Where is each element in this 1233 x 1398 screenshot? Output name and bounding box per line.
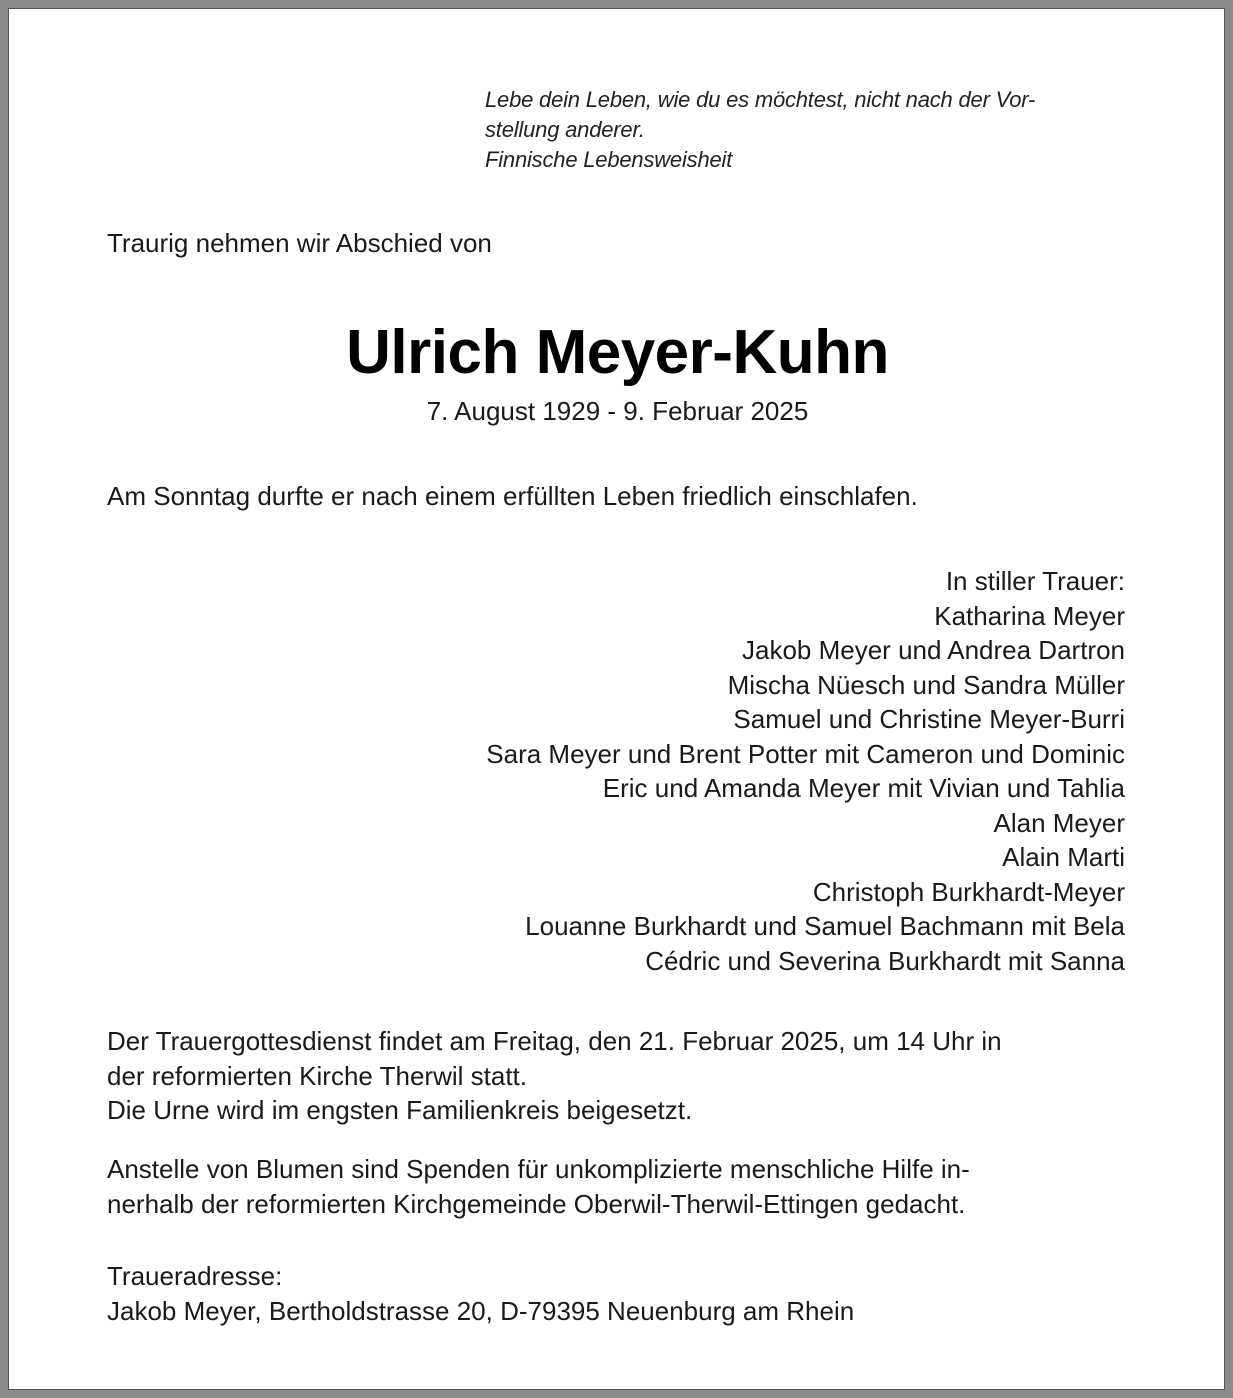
motto-attribution: Finnische Lebensweisheit xyxy=(485,147,733,172)
address-label: Traueradresse: xyxy=(107,1261,283,1291)
mourner-name: Mischa Nüesch und Sandra Müller xyxy=(727,669,1125,700)
mourner-name: Alain Marti xyxy=(1002,842,1125,872)
mourning-address xyxy=(107,1259,1127,1328)
mourner-name: Christoph Burkhardt-Meyer xyxy=(812,876,1125,907)
mourner-name: Samuel und Christine Meyer-Burri xyxy=(733,704,1125,734)
donation-line: nerhalb der reformierten Kirchgemeinde Oberwil-Therwil-Ettingen gedacht. xyxy=(107,1188,966,1219)
mourner-name: Alan Meyer xyxy=(993,807,1125,838)
mourner-name: Eric und Amanda Meyer mit Vivian und Tahlia xyxy=(602,773,1125,803)
deceased-name: Ulrich Meyer-Kuhn xyxy=(346,318,889,387)
donation-note xyxy=(107,1152,1127,1221)
mourner-name: Cédric und Severina Burkhardt mit Sanna xyxy=(645,945,1125,976)
death-announcement: Am Sonntag durfte er nach einem erfüllten Leben friedlich einschlafen. xyxy=(107,481,918,511)
mourner-name: Sara Meyer und Brent Potter mit Cameron und Dominic xyxy=(486,738,1125,769)
mourner-name: Katharina Meyer xyxy=(934,600,1125,631)
mourner-name: Jakob Meyer und Andrea Dartron xyxy=(742,635,1125,665)
motto-quote xyxy=(485,85,1125,175)
service-line: der reformierten Kirche Therwil statt. xyxy=(107,1060,527,1091)
mourners-heading: In stiller Trauer: xyxy=(945,566,1125,596)
life-dates: 7. August 1929 - 9. Februar 2025 xyxy=(426,396,809,426)
motto-line: stellung anderer. xyxy=(485,117,645,142)
mourner-name: Louanne Burkhardt und Samuel Bachmann mit Bela xyxy=(525,911,1125,941)
motto-line: Lebe dein Leben, wie du es möchtest, nicht nach der Vor- xyxy=(485,87,1036,112)
obituary-page xyxy=(8,8,1225,1390)
intro-text: Traurig nehmen wir Abschied von xyxy=(107,228,492,258)
burial-note: Die Urne wird im engsten Familienkreis beigesetzt. xyxy=(107,1095,693,1125)
address-value: Jakob Meyer, Bertholdstrasse 20, D-79395 Neuenburg am Rhein xyxy=(107,1295,855,1326)
service-info xyxy=(107,1024,1127,1128)
service-line: Der Trauergottesdienst findet am Freitag, den 21. Februar 2025, um 14 Uhr in xyxy=(107,1026,1002,1056)
mourners-list xyxy=(225,564,1125,978)
donation-line: Anstelle von Blumen sind Spenden für unkomplizierte menschliche Hilfe in- xyxy=(107,1154,970,1184)
